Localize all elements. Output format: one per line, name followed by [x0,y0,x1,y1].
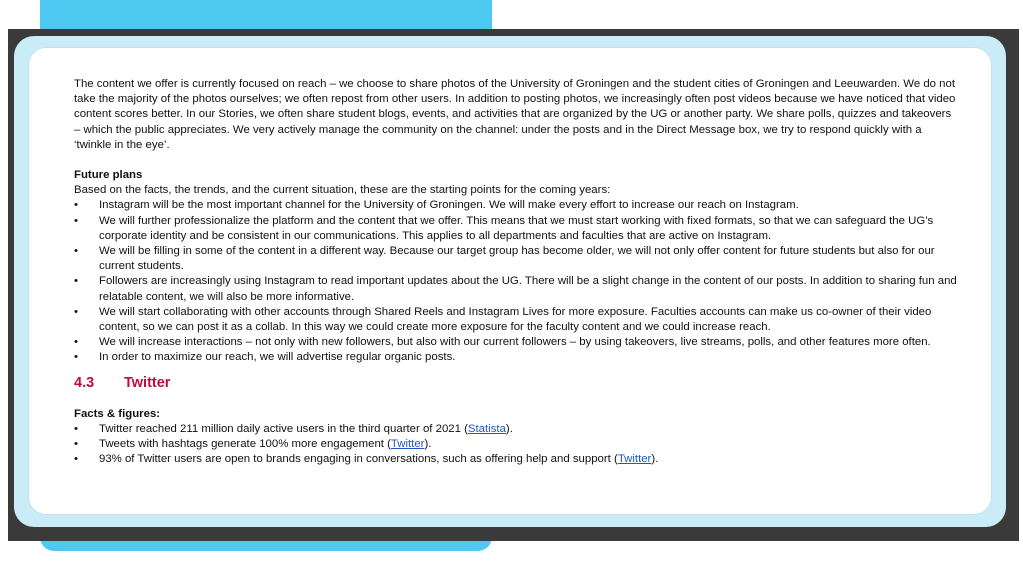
bullet-icon: • [74,245,78,258]
future-plans-list [74,198,959,365]
bullet-icon: • [74,453,78,466]
list-item: • We will further professionalize the platform and the content that we offer. This means that we must start working with fixed formats, so that we can safeguard the UG’s corporate identity and be consistent in our communications. This applies to all departments and faculties that are active on Instagram. [74,214,934,242]
list-item: • In order to maximize our reach, we will advertise regular organic posts. [74,350,959,365]
section-heading-twitter [74,376,959,391]
bullet-icon: • [74,305,78,318]
list-item: • We will be filling in some of the content in a different way. Because our target group has become older, we will not only offer content for future students but also for our current students. [74,245,935,273]
list-item: • We will increase interactions – not only with new followers, but also with our current followers – by using takeovers, live streams, polls, and other features more often. [74,335,959,350]
twitter-link[interactable]: Twitter [390,438,425,451]
list-item: • 93% of Twitter users are open to brands engaging in conversations, such as offering help and support (Twitter). [74,452,959,467]
list-item: • We will start collaborating with other accounts through Shared Reels and Instagram Lives for more exposure. Faculties accounts can make us co-owner of their video content, so we can post it as a collab. In this way we could create more exposure for the faculty content and we could increase reach. [74,305,932,334]
list-item: • Tweets with hashtags generate 100% more engagement (Twitter). [74,437,959,452]
future-plans-heading: Future plans [74,169,143,182]
facts-heading: Facts & figures: [74,407,161,420]
bullet-icon: • [74,438,78,451]
facts-list [74,422,959,468]
bullet-icon: • [74,275,78,288]
bullet-icon: • [74,199,78,212]
list-item: • Twitter reached 211 million daily active users in the third quarter of 2021 (Statista). [74,422,959,437]
list-item: • Followers are increasingly using Instagram to read important updates about the UG. There will be a slight change in the content of our posts. In addition to sharing fun and relatable content, we will also be more informative. [74,275,957,303]
bullet-icon: • [74,423,78,436]
intro-paragraph: The content we offer is currently focused on reach – we choose to share photos of the University of Groningen and the student cities of Groningen and Leeuwarden. We do not take the majority of the photos ourselves; we often repost from other users. In addition to posting photos, we increasingly often post videos because we have noticed that video content scores better. In our Stories, we often share student blogs, events, and activities that are organized by the UG or another party. We share polls, quizzes and takeovers – which the public appreciates. We very actively manage the community on the channel: under the posts and in the Direct Message box, we try to respond quickly with a ‘twinkle in the eye’. [74,78,956,151]
bullet-icon: • [74,214,78,227]
bullet-icon: • [74,351,78,364]
list-item: • Instagram will be the most important channel for the University of Groningen. We will make every effort to increase our reach on Instagram. [74,198,959,213]
twitter-link[interactable]: Twitter [617,453,652,466]
bullet-icon: • [74,336,78,349]
document-content [74,77,959,468]
section-number: 4.3 [74,374,95,391]
future-plans-lead: Based on the facts, the trends, and the current situation, these are the starting points for the coming years: [74,184,611,197]
section-title: Twitter [124,374,171,391]
statista-link[interactable]: Statista [467,423,506,436]
